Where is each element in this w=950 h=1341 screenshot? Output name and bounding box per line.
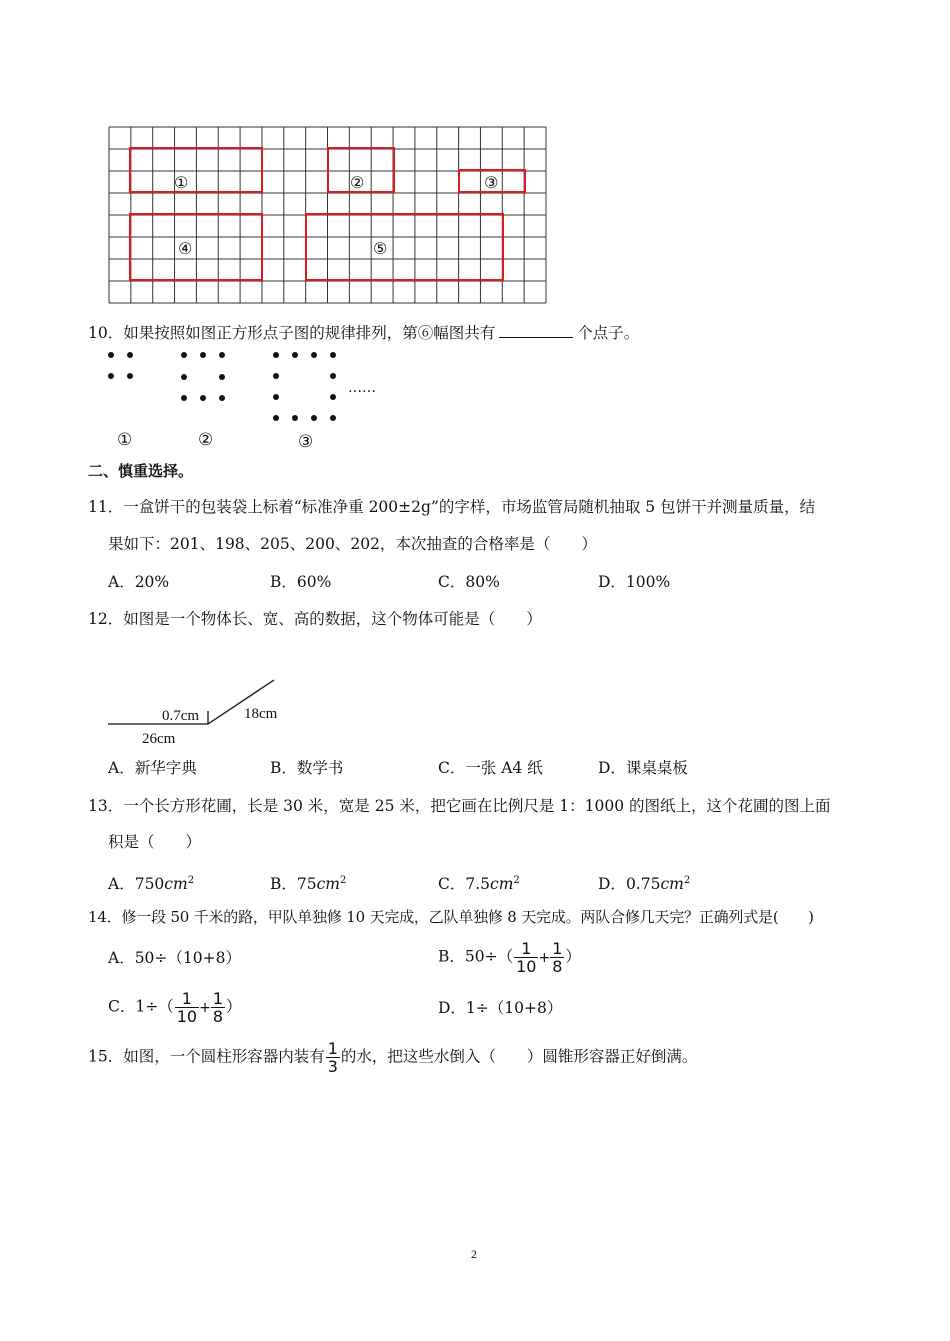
length-label: 26cm: [142, 731, 176, 747]
fraction-1-3: $\frac{1}{3}$: [327, 1039, 338, 1076]
q11-option-c[interactable]: C．80%: [438, 573, 500, 591]
q12-option-d[interactable]: D．课桌桌板: [598, 759, 688, 777]
dot-label-2: ②: [198, 430, 214, 450]
grid-label-5: ⑤: [373, 239, 388, 258]
grid-label-2: ②: [350, 173, 365, 192]
question-14: 14．修一段 50 千米的路，甲队单独修 10 天完成，乙队单独修 8 天完成。两队合修几天完？正确列式是( ): [88, 908, 814, 926]
question-13-line1: 13．一个长方形花圃，长是 30 米，宽是 25 米，把它画在比例尺是 1：1000 的图纸上，这个花圃的图上面: [88, 797, 831, 815]
q12-option-a[interactable]: A．新华字典: [108, 759, 197, 777]
grid-label-1: ①: [174, 173, 189, 192]
q11-option-a[interactable]: A．20%: [108, 573, 170, 591]
q14-option-a[interactable]: A．50÷（10+8）: [108, 949, 241, 967]
q13-option-b[interactable]: B．$75cm^2$: [270, 875, 347, 894]
height-label: 0.7cm: [162, 708, 200, 724]
q14-option-d[interactable]: D．1÷（10+8）: [438, 999, 563, 1017]
dimension-figure: [104, 676, 304, 748]
grid-figure: [108, 126, 548, 304]
answer-blank[interactable]: [499, 323, 573, 338]
q13-option-d[interactable]: D．$0.75cm^2$: [598, 875, 691, 894]
width-label: 18cm: [244, 706, 278, 722]
q10-text-after: 个点子。: [577, 324, 640, 342]
section-title: 二、慎重选择。: [88, 462, 194, 480]
question-11-line1: 11．一盒饼干的包装袋上标着“标准净重 200±2g”的字样，市场监管局随机抽取 5 包饼干并测量质量，结: [88, 498, 816, 516]
fraction-1-10: $\frac{1}{10}$: [176, 989, 198, 1026]
question-10: [88, 323, 639, 343]
q13-option-a[interactable]: A．$750cm^2$: [108, 875, 195, 894]
fraction-1-8: $\frac{1}{8}$: [552, 939, 563, 976]
question-13-line2: 积是（ ）: [108, 833, 202, 851]
q14-option-b[interactable]: B．50÷（ $\frac{1}{10}$ + $\frac{1}{8}$ ）: [438, 939, 581, 976]
dot-label-1: ①: [117, 430, 133, 450]
fraction-1-10: $\frac{1}{10}$: [516, 939, 537, 976]
dot-label-3: ③: [298, 432, 314, 452]
question-11-line2: 果如下：201、198、205、200、202，本次抽查的合格率是（ ）: [108, 535, 597, 553]
q14-option-c[interactable]: C．1÷（ $\frac{1}{10}$ + $\frac{1}{8}$ ）: [108, 989, 242, 1026]
question-12: 12．如图是一个物体长、宽、高的数据，这个物体可能是（ ）: [88, 610, 542, 628]
dot-ellipsis: ……: [348, 380, 376, 396]
question-15: 15．如图，一个圆柱形容器内装有 $\frac{1}{3}$ 的水，把这些水倒入（ ）圆锥形容器正好倒满。: [88, 1039, 698, 1076]
q13-option-c[interactable]: C．$7.5cm^2$: [438, 875, 520, 894]
q12-option-b[interactable]: B．数学书: [270, 759, 344, 777]
grid-label-4: ④: [178, 239, 193, 258]
q12-option-c[interactable]: C．一张 A4 纸: [438, 759, 543, 777]
q11-option-d[interactable]: D．100%: [598, 573, 671, 591]
page-number: 2: [471, 1247, 477, 1261]
shape-rect-5: [306, 214, 503, 280]
fraction-1-8: $\frac{1}{8}$: [212, 989, 223, 1026]
grid-label-3: ③: [484, 173, 499, 192]
q11-option-b[interactable]: B．60%: [270, 573, 332, 591]
q10-text-before: 10．如果按照如图正方形点子图的规律排列，第⑥幅图共有: [88, 324, 496, 342]
